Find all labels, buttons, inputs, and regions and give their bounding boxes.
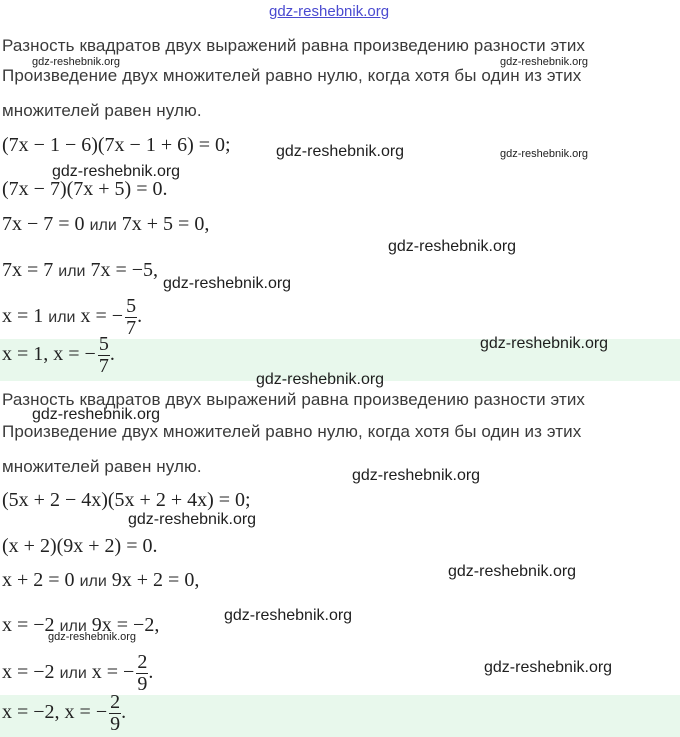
equation-3 [2, 213, 209, 236]
equation-4-left: x = −2 [2, 614, 55, 636]
equation-5 [2, 652, 153, 695]
period: . [109, 343, 115, 366]
or-word: или [89, 217, 117, 234]
equation-5 [2, 296, 142, 339]
watermark: gdz-reshebnik.org [500, 148, 589, 160]
watermark: gdz-reshebnik.org [480, 335, 609, 352]
equation-3-left: x + 2 = 0 [2, 569, 75, 591]
watermark: gdz-reshebnik.org [52, 163, 181, 180]
equation-2: (7x − 7)(7x + 5) = 0. [2, 178, 168, 200]
watermark: gdz-reshebnik.org [32, 56, 121, 68]
watermark: gdz-reshebnik.org [352, 467, 481, 484]
watermark: gdz-reshebnik.org [276, 143, 405, 160]
fraction-denominator: 7 [98, 355, 109, 377]
equation-4 [2, 259, 158, 282]
fraction-numerator: 2 [110, 691, 121, 713]
answer-1 [2, 334, 115, 377]
answer-text: x = 1, x = − [2, 343, 96, 366]
rule-text-line2: множителей равен нулю. [2, 101, 202, 120]
intro-text: Разность квадратов двух выражений равна произведению разности этих [2, 36, 586, 55]
fraction [136, 652, 148, 695]
fraction-denominator: 7 [126, 317, 137, 339]
equation-5-left: x = −2 [2, 661, 55, 684]
equation-1: (5x + 2 − 4x)(5x + 2 + 4x) = 0; [2, 489, 251, 511]
equation-5-left: x = 1 [2, 305, 44, 328]
watermark: gdz-reshebnik.org [163, 275, 292, 292]
intro-text: Разность квадратов двух выражений равна произведению разности этих [2, 390, 586, 409]
watermark: gdz-reshebnik.org [500, 56, 589, 68]
fraction-denominator: 9 [110, 713, 121, 735]
watermark: gdz-reshebnik.org [448, 563, 577, 580]
watermark: gdz-reshebnik.org [224, 607, 353, 624]
period: . [148, 661, 154, 684]
equation-4-right: 9x = −2, [91, 614, 160, 636]
answer-text: x = −2, x = − [2, 701, 108, 724]
watermark: gdz-reshebnik.org [388, 238, 517, 255]
fraction-numerator: 5 [126, 295, 137, 317]
fraction-denominator: 9 [137, 673, 148, 695]
fraction [125, 296, 137, 339]
period: . [121, 701, 127, 724]
equation-3-left: 7x − 7 = 0 [2, 213, 85, 235]
answer-2 [2, 692, 126, 735]
answer-fraction [109, 692, 121, 735]
equation-4-left: 7x = 7 [2, 259, 54, 281]
watermark: gdz-reshebnik.org [128, 511, 257, 528]
fraction-numerator: 2 [137, 651, 148, 673]
or-word: или [59, 618, 87, 635]
equation-1: (7x − 1 − 6)(7x − 1 + 6) = 0; [2, 134, 231, 156]
equation-4-right: 7x = −5, [90, 259, 159, 281]
period: . [137, 305, 143, 328]
watermark: gdz-reshebnik.org [256, 371, 385, 388]
answer-fraction [98, 334, 110, 377]
or-word: или [59, 665, 87, 683]
fraction-numerator: 5 [98, 333, 109, 355]
rule-text-line2: множителей равен нулю. [2, 457, 202, 476]
equation-3-right: 7x + 5 = 0, [121, 213, 210, 235]
equation-2: (x + 2)(9x + 2) = 0. [2, 535, 158, 557]
equation-3-right: 9x + 2 = 0, [111, 569, 200, 591]
or-word: или [79, 573, 107, 590]
rule-text-line1: Произведение двух множителей равно нулю, когда хотя бы один из этих [2, 422, 582, 441]
watermark: gdz-reshebnik.org [32, 406, 161, 423]
watermark: gdz-reshebnik.org [484, 659, 613, 676]
watermark: gdz-reshebnik.org [48, 631, 137, 643]
rule-text-line1: Произведение двух множителей равно нулю, когда хотя бы один из этих [2, 66, 582, 85]
equation-5-right: x = − [80, 305, 124, 328]
equation-3 [2, 569, 199, 592]
or-word: или [48, 309, 76, 327]
watermark-link[interactable]: gdz-reshebnik.org [269, 3, 390, 20]
or-word: или [58, 263, 86, 280]
equation-5-right: x = − [91, 661, 135, 684]
